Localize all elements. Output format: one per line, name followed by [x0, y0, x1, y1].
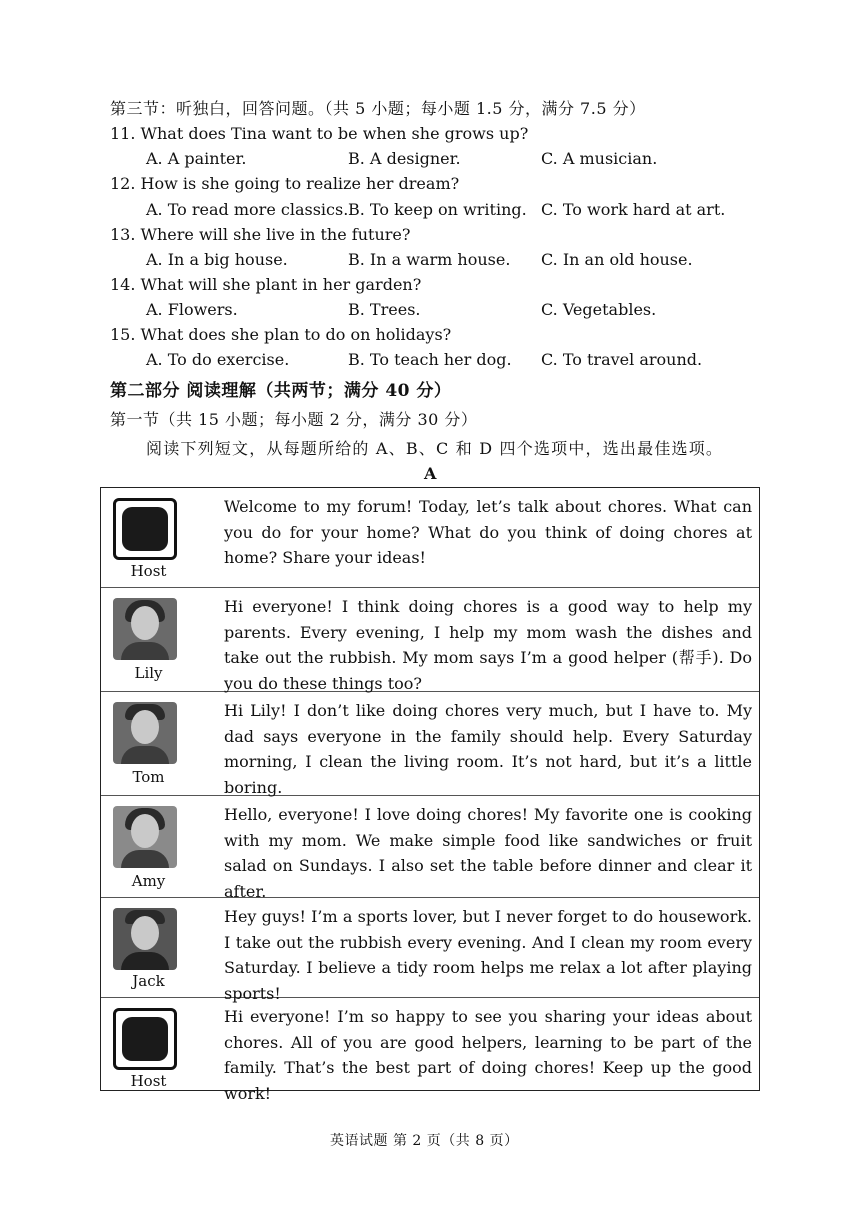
post-text: Hi everyone! I’m so happy to see you sharing your ideas about chores. All of you are good helpers, learning to be part of the family. That’s the best part of doing chores! Keep up the good work!	[224, 1007, 752, 1103]
forum-post-amy	[101, 796, 759, 901]
q13-option-a: A. In a big house.	[146, 250, 288, 269]
part2-title: 第二部分 阅读理解（共两节；满分 40 分）	[110, 381, 452, 401]
q15-option-b: B. To teach her dog.	[348, 350, 512, 369]
q15-option-a: A. To do exercise.	[146, 350, 290, 369]
q14-option-c: C. Vegetables.	[541, 300, 657, 319]
question-13: 13. Where will she live in the future?	[110, 225, 411, 244]
post-text: Hey guys! I’m a sports lover, but I never forget to do housework. I take out the rubbish every evening. And I clean my room every Saturday. I believe a tidy room helps me relax a lot after playing sports!	[224, 907, 752, 1003]
question-15: 15. What does she plan to do on holidays?	[110, 325, 452, 344]
avatar-column	[101, 692, 196, 795]
jack-photo	[113, 908, 177, 970]
forum-table	[100, 487, 760, 1103]
amy-photo	[113, 806, 177, 868]
q13-option-c: C. In an old house.	[541, 250, 693, 269]
poster-name: Lily	[134, 664, 163, 682]
lily-photo	[113, 598, 177, 660]
poster-name: Tom	[132, 768, 165, 786]
section3-title: 第三节：听独白，回答问题。（共 5 小题；每小题 1.5 分，满分 7.5 分）	[110, 99, 646, 118]
host-avatar-icon	[113, 498, 177, 560]
q11-option-a: A. A painter.	[146, 149, 247, 168]
poster-name: Host	[130, 562, 167, 580]
page-footer: 英语试题 第 2 页（共 8 页）	[330, 1133, 519, 1149]
q14-option-a: A. Flowers.	[146, 300, 238, 319]
host-avatar-icon	[113, 1008, 177, 1070]
post-text: Welcome to my forum! Today, let’s talk about chores. What can you do for your home? What do you think of doing chores at home? Share your ideas!	[224, 497, 752, 567]
q12-option-b: B. To keep on writing.	[348, 200, 527, 219]
avatar-column	[101, 588, 196, 691]
avatar-column	[101, 998, 196, 1090]
post-text: Hi Lily! I don’t like doing chores very much, but I have to. My dad says everyone in the family should help. Every Saturday morning, I clean the living room. It’s not hard, but it’s a little boring.	[224, 701, 752, 797]
q12-option-c: C. To work hard at art.	[541, 200, 726, 219]
q13-option-b: B. In a warm house.	[348, 250, 511, 269]
question-11: 11. What does Tina want to be when she grows up?	[110, 124, 529, 143]
part2-section1-title: 第一节（共 15 小题；每小题 2 分，满分 30 分）	[110, 410, 478, 429]
poster-name: Jack	[132, 972, 165, 990]
q14-option-b: B. Trees.	[348, 300, 421, 319]
forum-post-host-1	[101, 488, 759, 588]
forum-post-jack	[101, 898, 759, 1003]
q11-option-c: C. A musician.	[541, 149, 658, 168]
poster-name: Amy	[131, 872, 166, 890]
avatar-column	[101, 796, 196, 897]
q12-option-a: A. To read more classics.	[146, 200, 349, 219]
post-text: Hello, everyone! I love doing chores! My favorite one is cooking with my mom. We make simple food like sandwiches or fruit salad on Sundays. I also set the table before dinner and clear it after.	[224, 805, 752, 901]
q15-option-c: C. To travel around.	[541, 350, 703, 369]
forum-post-lily	[101, 588, 759, 692]
avatar-column	[101, 898, 196, 997]
post-text: Hi everyone! I think doing chores is a good way to help my parents. Every evening, I help my mom wash the dishes and take out the rubbish. My mom says I’m a good helper (帮手). Do you do these things too?	[224, 597, 752, 693]
poster-name: Host	[130, 1072, 167, 1090]
avatar-column	[101, 488, 196, 587]
passage-label: A	[424, 464, 437, 483]
q11-option-b: B. A designer.	[348, 149, 461, 168]
question-12: 12. How is she going to realize her dream?	[110, 174, 460, 193]
forum-post-host-2	[101, 998, 759, 1103]
tom-photo	[113, 702, 177, 764]
forum-post-tom	[101, 692, 759, 796]
reading-instruction: 阅读下列短文，从每题所给的 A、B、C 和 D 四个选项中，选出最佳选项。	[146, 439, 724, 458]
question-14: 14. What will she plant in her garden?	[110, 275, 422, 294]
